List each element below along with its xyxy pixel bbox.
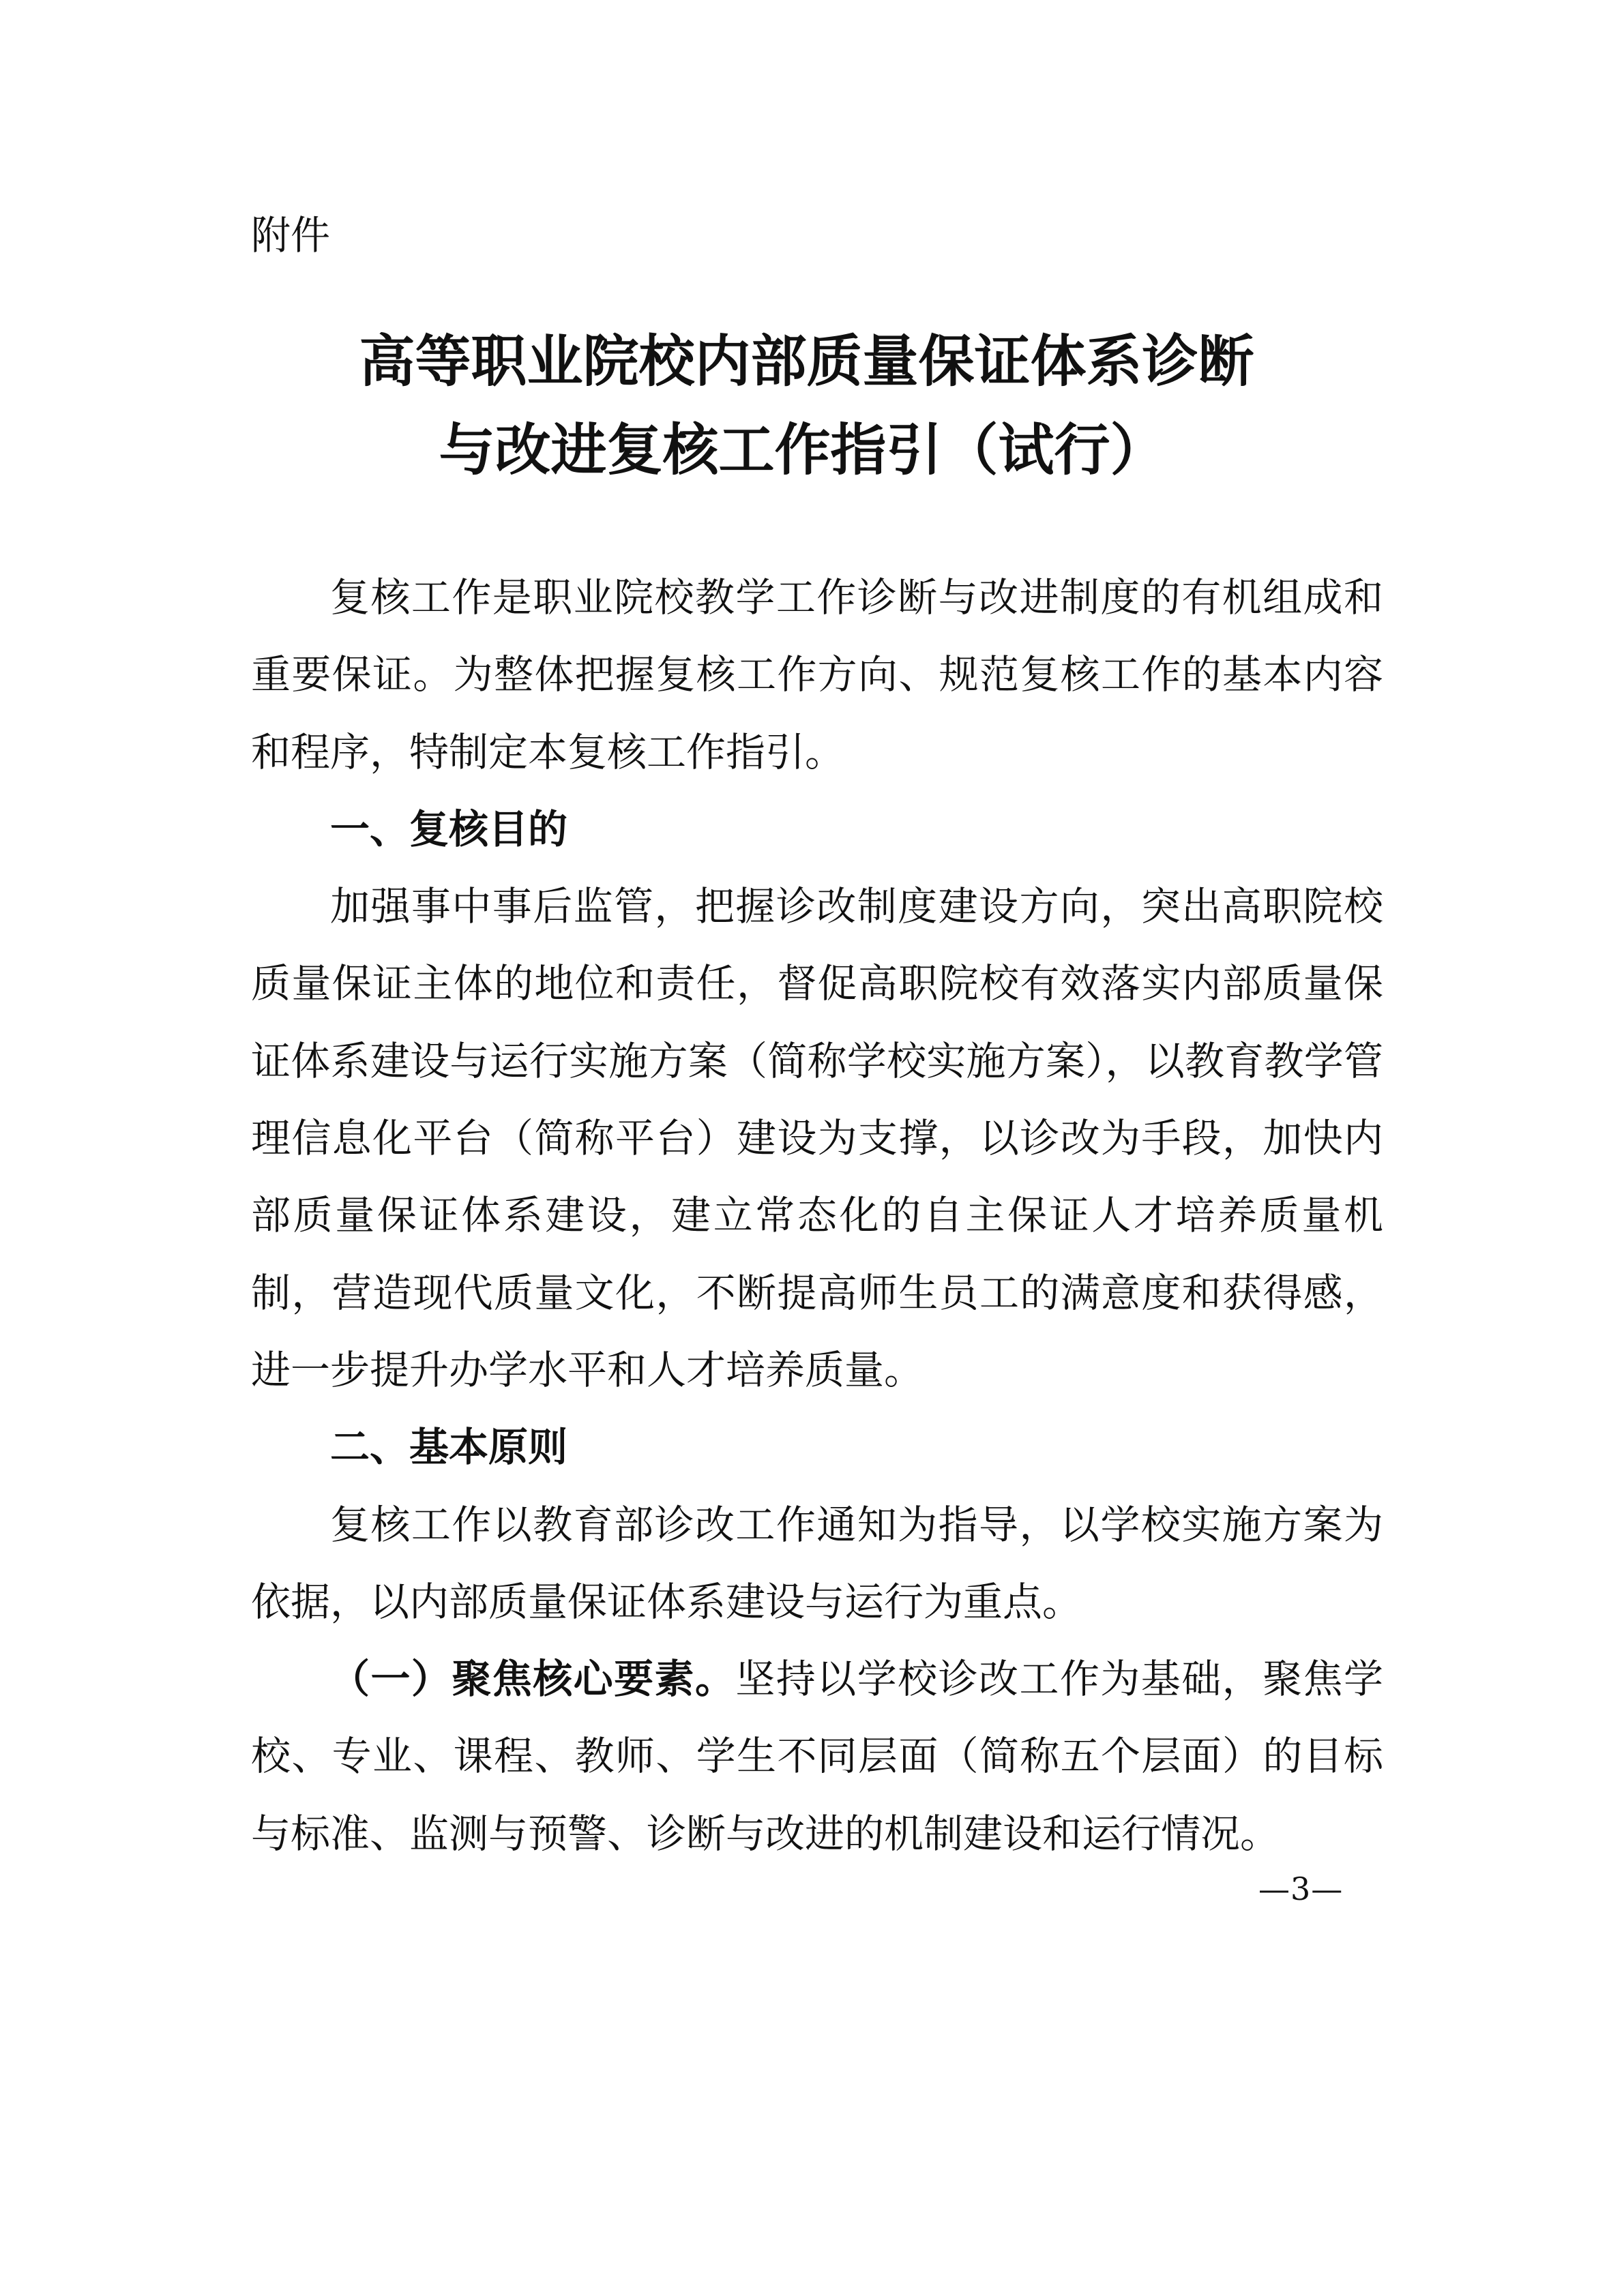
item-core-elements-lead: （一）聚焦核心要素。 xyxy=(330,1656,736,1703)
document-title-line-2: 与改进复核工作指引（试行） xyxy=(439,418,1166,483)
document-title-line-1: 高等职业院校内部质量保证体系诊断 xyxy=(359,329,1254,394)
section-heading-principles: 二、基本原则 xyxy=(330,1424,568,1471)
purpose-paragraph: 加强事中事后监管，把握诊改制度建设方向，突出高职院校质量保证主体的地位和责任，督促高职院校有效落实内部质量保证体系建设与运行实施方案（简称学校实施方案），以教育教学管理信息化平台（简称平台）建设为支撑，以诊改为手段，加快内部质量保证体系建设，建立常态化的自主保证人才培养质量机制，营造现代质量文化，不断提高师生员工的满意度和获得感，进一步提升办学水平和人才培养质量。 xyxy=(251,883,1383,1393)
principles-paragraph: 复核工作以教育部诊改工作通知为指导，以学校实施方案为依据，以内部质量保证体系建设与运行为重点。 xyxy=(251,1501,1383,1625)
item-core-elements-paragraph xyxy=(251,1641,1383,1873)
page-number: —3— xyxy=(1258,1870,1344,1907)
section-heading-purpose: 一、复核目的 xyxy=(330,805,568,852)
item-core-elements-body: 坚持以学校诊改工作为基础，聚焦学校、专业、课程、教师、学生不同层面（简称五个层面）的目标与标准、监测与预警、诊断与改进的机制建设和运行情况。 xyxy=(251,1656,1383,1857)
attachment-label: 附件 xyxy=(251,212,331,258)
document-body xyxy=(251,559,1383,1873)
intro-paragraph: 复核工作是职业院校教学工作诊断与改进制度的有机组成和重要保证。为整体把握复核工作方向、规范复核工作的基本内容和程序，特制定本复核工作指引。 xyxy=(251,574,1383,775)
